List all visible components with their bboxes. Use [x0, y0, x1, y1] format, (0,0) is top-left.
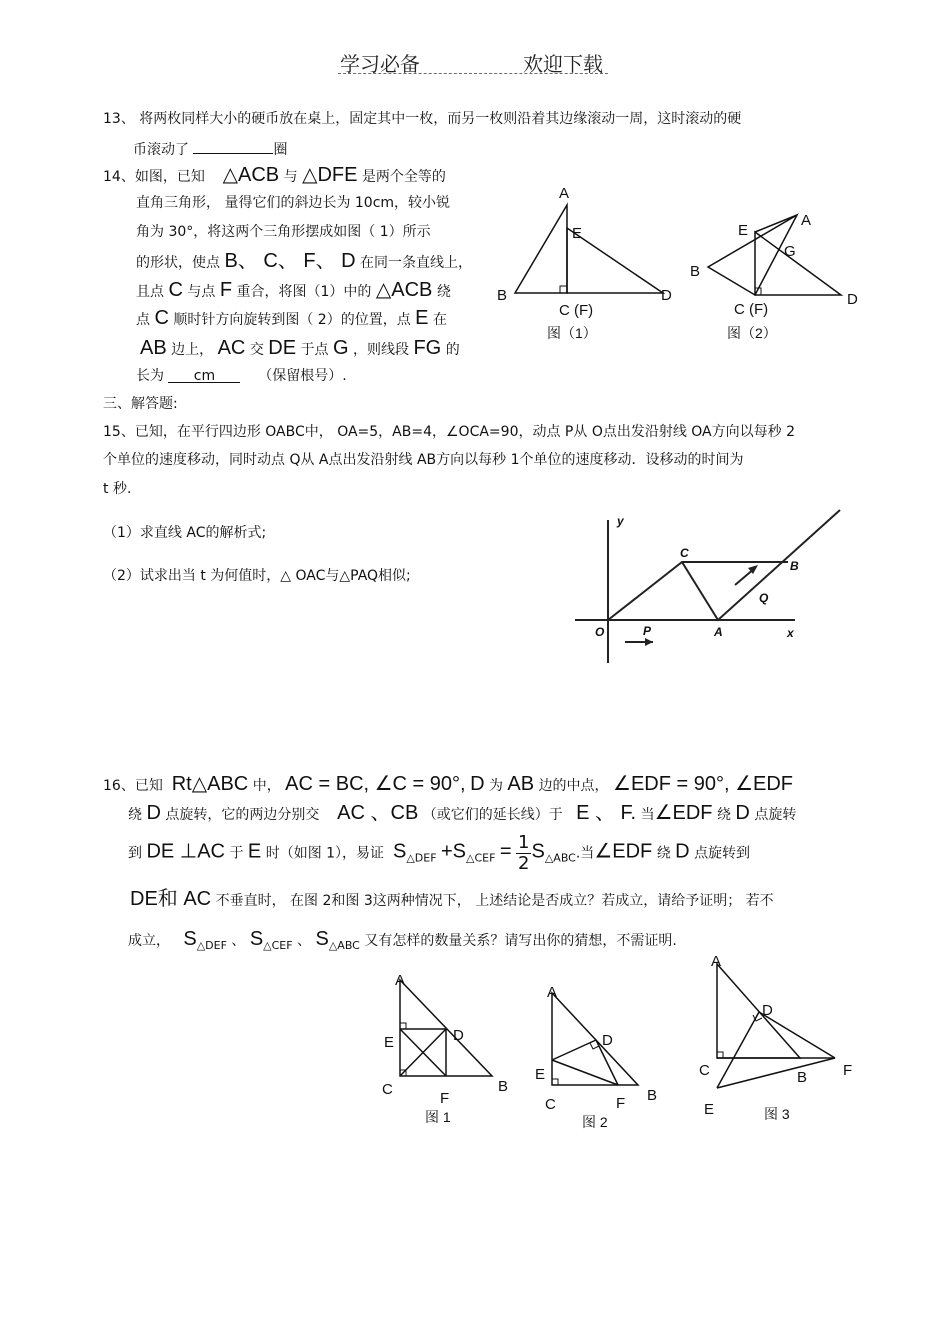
figure-caption: 图 3: [764, 1106, 790, 1122]
q16-figure-2: [530, 975, 670, 1135]
label-a: A: [395, 972, 406, 989]
figure-caption: 图 2: [582, 1114, 608, 1130]
label-b: B: [647, 1087, 658, 1104]
label-f: F: [440, 1090, 450, 1107]
label-a: A: [714, 625, 723, 639]
q16-line1: 16、已知 Rt△ABC 中， AC = BC, ∠C = 90°, D 为 AB 边的中点， ∠EDF = 90°, ∠EDF: [103, 773, 794, 795]
label-c: C: [545, 1096, 556, 1113]
label-c: C: [680, 546, 689, 560]
q15-part2: （2）试求出当 t 为何值时，△ OAC与△PAQ相似;: [103, 568, 411, 584]
q14-figure-2: [683, 205, 873, 355]
label-q: Q: [759, 591, 769, 605]
q14-line8: 长为 cm （保留根号）.: [136, 368, 347, 384]
label-cf: C (F): [734, 301, 769, 318]
label-e: E: [738, 222, 749, 239]
label-b: B: [498, 1078, 509, 1095]
q14-line5: 且点 C 与点 F 重合，将图（1）中的 △ACB 绕: [136, 279, 451, 301]
triangle-dfe: [755, 232, 841, 295]
section-3-title: 三、解答题:: [103, 396, 178, 412]
q15-line3: t 秒.: [103, 481, 132, 497]
label-d: D: [661, 287, 672, 304]
label-f: F: [843, 1062, 853, 1079]
q13-line2: 币滚动了 圈: [133, 137, 287, 160]
label-g: G: [784, 243, 796, 260]
q14-line6: 点 C 顺时针方向旋转到图（ 2）的位置，点 E 在: [136, 307, 447, 329]
q15-line2: 个单位的速度移动，同时动点 Q从 A点出发沿射线 AB方向以每秒 1个单位的速度移动．设移动的时间为: [103, 452, 744, 468]
label-o: O: [595, 625, 605, 639]
q16-line2: 绕 D 点旋转，它的两边分别交 AC 、CB （或它们的延长线）于 E 、 F. 当∠EDF 绕 D 点旋转: [128, 802, 797, 824]
label-a: A: [801, 212, 812, 229]
header-right: 欢迎下载: [523, 52, 603, 76]
label-d: D: [847, 291, 858, 308]
label-e: E: [572, 225, 583, 242]
label-p: P: [643, 624, 652, 638]
label-f: F: [616, 1095, 626, 1112]
header-divider: [338, 73, 608, 74]
q14-line4: 的形状，使点 B、 C、 F、 D 在同一条直线上，: [136, 250, 473, 272]
label-e: E: [704, 1101, 715, 1118]
figure-caption: 图 1: [425, 1109, 451, 1125]
label-b: B: [790, 559, 799, 573]
label-e: E: [535, 1066, 546, 1083]
right-angle-mark: [560, 286, 567, 293]
label-b: B: [497, 287, 508, 304]
figure-caption: 图（1）: [547, 325, 597, 341]
q15-figure: [575, 505, 845, 665]
q14-figure-1: [495, 180, 695, 350]
label-y: y: [617, 514, 624, 528]
label-d: D: [453, 1027, 464, 1044]
q16-line3: 到 DE ⊥AC 于 E 时（如图 1），易证 $S_{\triangle DEF} +S_{\triangle CEF}$ = $\frac{1}{2}$ $S_{\triangle ABC}$.当∠EDF 绕 D 点旋转到: [128, 832, 751, 874]
label-c: C: [382, 1081, 393, 1098]
label-b: B: [797, 1069, 808, 1086]
fraction-one-half: $\frac{1}{2}$: [518, 832, 530, 874]
label-a: A: [559, 185, 570, 202]
label-e: E: [384, 1034, 395, 1051]
q14-answer-blank[interactable]: cm: [168, 366, 240, 383]
label-a: A: [711, 953, 722, 970]
label-d: D: [762, 1002, 773, 1019]
label-c: C: [699, 1062, 710, 1079]
q16-line5: 成立， $S_{\triangle DEF}$ 、 $S_{\triangle CEF}$ 、 $S_{\triangle ABC}$ 又有怎样的数量关系？请写出你的猜想，不需证明.: [128, 928, 677, 952]
header-left: 学习必备: [340, 52, 420, 76]
q14-line1: 14、如图，已知 △ACB 与 △DFE 是两个全等的: [103, 164, 446, 186]
label-d: D: [602, 1032, 613, 1049]
label-a: A: [547, 984, 558, 1001]
q13-line1: 13、 将两枚同样大小的硬币放在桌上，固定其中一枚，而另一枚则沿着其边缘滚动一周，这时滚动的硬: [103, 111, 742, 127]
q14-line3: 角为 30°，将这两个三角形摆成如图（ 1）所示: [136, 224, 431, 240]
label-b: B: [690, 263, 701, 280]
q13-answer-blank[interactable]: [193, 137, 273, 154]
figure-caption: 图（2）: [727, 325, 777, 341]
q14-line7: AB 边上， AC 交 DE 于点 G ，则线段 FG 的: [140, 337, 460, 359]
q14-line2: 直角三角形， 量得它们的斜边长为 10cm，较小锐: [136, 195, 451, 211]
q16-figure-3: [695, 952, 865, 1127]
triangle-acb: [515, 205, 567, 293]
q16-figure-1: [380, 970, 520, 1130]
q16-line4: DE和 AC 不垂直时， 在图 2和图 3这两种情况下， 上述结论是否成立？若成立，请给予证明； 若不: [130, 888, 774, 910]
q15-part1: （1）求直线 AC的解析式;: [103, 525, 267, 541]
label-x: x: [787, 626, 794, 640]
label-cf: C (F): [559, 302, 594, 319]
q15-line1: 15、已知，在平行四边形 OABC中， OA=5，AB=4，∠OCA=90，动点 P从 O点出发沿射线 OA方向以每秒 2: [103, 424, 795, 440]
